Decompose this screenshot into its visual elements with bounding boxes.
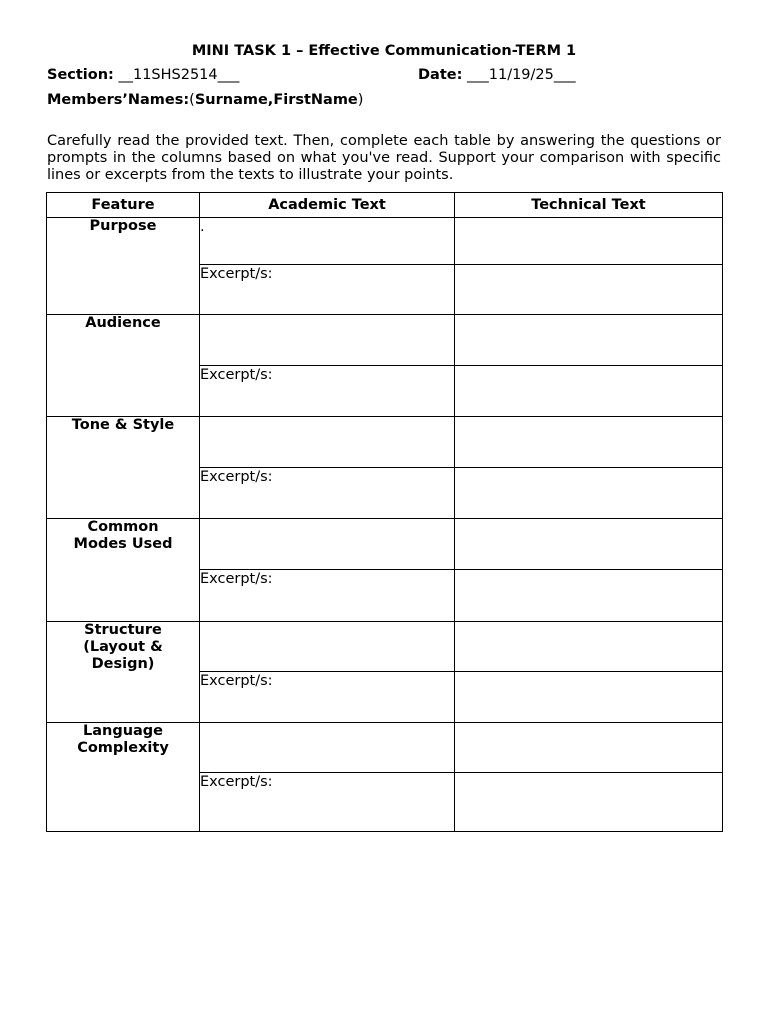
technical-answer-purpose[interactable] [455,218,723,265]
academic-excerpt-structure-layout-design[interactable] [200,672,455,723]
members-hint: Surname,FirstName [194,92,358,108]
table-header-row [47,193,723,218]
technical-answer-common-modes-used[interactable] [455,519,723,570]
members-field [47,92,363,108]
excerpt-label: Excerpt/s: [200,673,273,689]
feature-audience: Audience [47,315,200,417]
excerpt-label: Excerpt/s: [200,367,273,383]
academic-answer-language-complexity[interactable] [200,723,455,773]
technical-excerpt-common-modes-used[interactable] [455,570,723,622]
date-field [418,67,576,83]
academic-answer-purpose[interactable] [200,218,455,265]
table-row [47,417,723,468]
technical-excerpt-language-complexity[interactable] [455,773,723,832]
date-label: Date: [418,67,463,83]
instructions: Carefully read the provided text. Then, complete each table by answering the questions or prompts in the columns based on what you've read. Support your comparison with specific lines or excerpts from the texts to illustrate your points. [47,133,721,183]
academic-answer-text [200,622,454,623]
feature-structure-layout-design: Structure (Layout & Design) [47,622,200,723]
technical-excerpt-purpose[interactable] [455,265,723,315]
academic-answer-text [200,519,454,520]
table-body [47,218,723,832]
header-technical-text: Technical Text [455,193,723,218]
technical-answer-tone-style[interactable] [455,417,723,468]
academic-excerpt-audience[interactable] [200,366,455,417]
feature-language-complexity: Language Complexity [47,723,200,832]
academic-answer-text [200,723,454,724]
technical-answer-language-complexity[interactable] [455,723,723,773]
table-row [47,723,723,773]
academic-excerpt-tone-style[interactable] [200,468,455,519]
header-academic-text: Academic Text [200,193,455,218]
members-paren-close: ) [357,92,364,108]
academic-excerpt-common-modes-used[interactable] [200,570,455,622]
header-feature: Feature [47,193,200,218]
academic-excerpt-language-complexity[interactable] [200,773,455,832]
date-value: ___11/19/25___ [462,67,576,83]
academic-answer-text [200,315,454,316]
members-paren-open: ( [189,92,195,108]
section-field [47,67,239,83]
table-row [47,218,723,265]
excerpt-label: Excerpt/s: [200,266,273,282]
feature-tone-style: Tone & Style [47,417,200,519]
excerpt-label: Excerpt/s: [200,469,273,485]
feature-purpose: Purpose [47,218,200,315]
comparison-table [46,192,723,832]
excerpt-label: Excerpt/s: [200,571,273,587]
technical-excerpt-audience[interactable] [455,366,723,417]
technical-excerpt-structure-layout-design[interactable] [455,672,723,723]
academic-answer-text: . [200,219,205,235]
academic-answer-common-modes-used[interactable] [200,519,455,570]
members-label: Members’Names: [47,92,190,108]
table-row [47,622,723,672]
feature-common-modes-used: Common Modes Used [47,519,200,622]
excerpt-label: Excerpt/s: [200,774,273,790]
academic-answer-audience[interactable] [200,315,455,366]
academic-excerpt-purpose[interactable] [200,265,455,315]
technical-answer-structure-layout-design[interactable] [455,622,723,672]
academic-answer-tone-style[interactable] [200,417,455,468]
technical-answer-audience[interactable] [455,315,723,366]
academic-answer-text [200,417,454,418]
page-title: MINI TASK 1 – Effective Communication-TERM 1 [191,43,577,59]
technical-excerpt-tone-style[interactable] [455,468,723,519]
section-label: Section: [47,67,114,83]
table-row [47,519,723,570]
academic-answer-structure-layout-design[interactable] [200,622,455,672]
table-row [47,315,723,366]
section-value: __11SHS2514___ [113,67,240,83]
